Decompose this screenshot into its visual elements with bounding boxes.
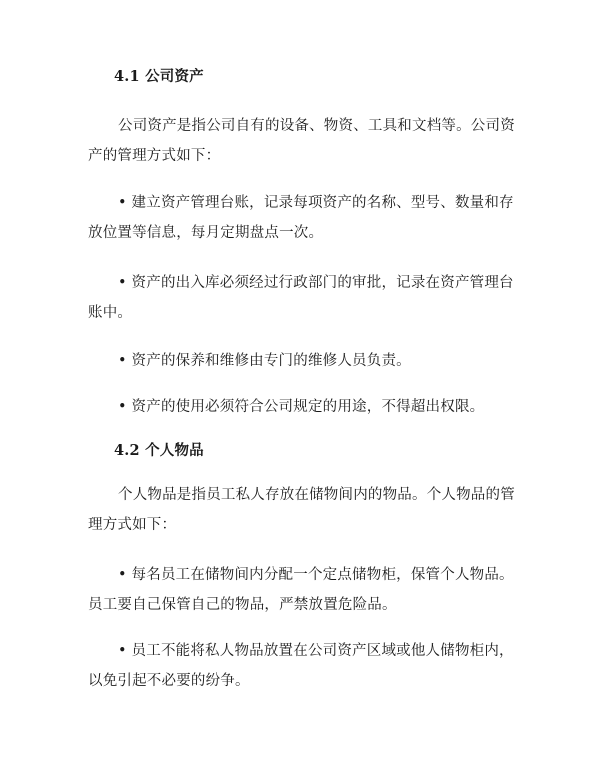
bullet-storage-locker: • 每名员工在储物间内分配一个定点储物柜，保管个人物品。员工要自己保管自己的物品，严禁放置危险品。	[88, 567, 514, 613]
bullet-no-misplacement: • 员工不能将私人物品放置在公司资产区域或他人储物柜内，以免引起不必要的纷争。	[88, 643, 514, 689]
section-heading-personal-items: 4.2 个人物品	[114, 442, 204, 459]
company-assets-intro-paragraph: 公司资产是指公司自有的设备、物资、工具和文档等。公司资产的管理方式如下：	[88, 118, 515, 164]
section-heading-company-assets: 4.1 公司资产	[114, 68, 204, 85]
personal-items-intro-paragraph: 个人物品是指员工私人存放在储物间内的物品。个人物品的管理方式如下：	[88, 487, 515, 533]
bullet-asset-ledger: • 建立资产管理台账，记录每项资产的名称、型号、数量和存放位置等信息，每月定期盘点一次。	[88, 195, 514, 241]
bullet-asset-maintenance: • 资产的保养和维修由专门的维修人员负责。	[118, 353, 411, 369]
bullet-asset-approval: • 资产的出入库必须经过行政部门的审批，记录在资产管理台账中。	[88, 275, 514, 321]
bullet-asset-usage: • 资产的使用必须符合公司规定的用途，不得超出权限。	[118, 399, 485, 415]
